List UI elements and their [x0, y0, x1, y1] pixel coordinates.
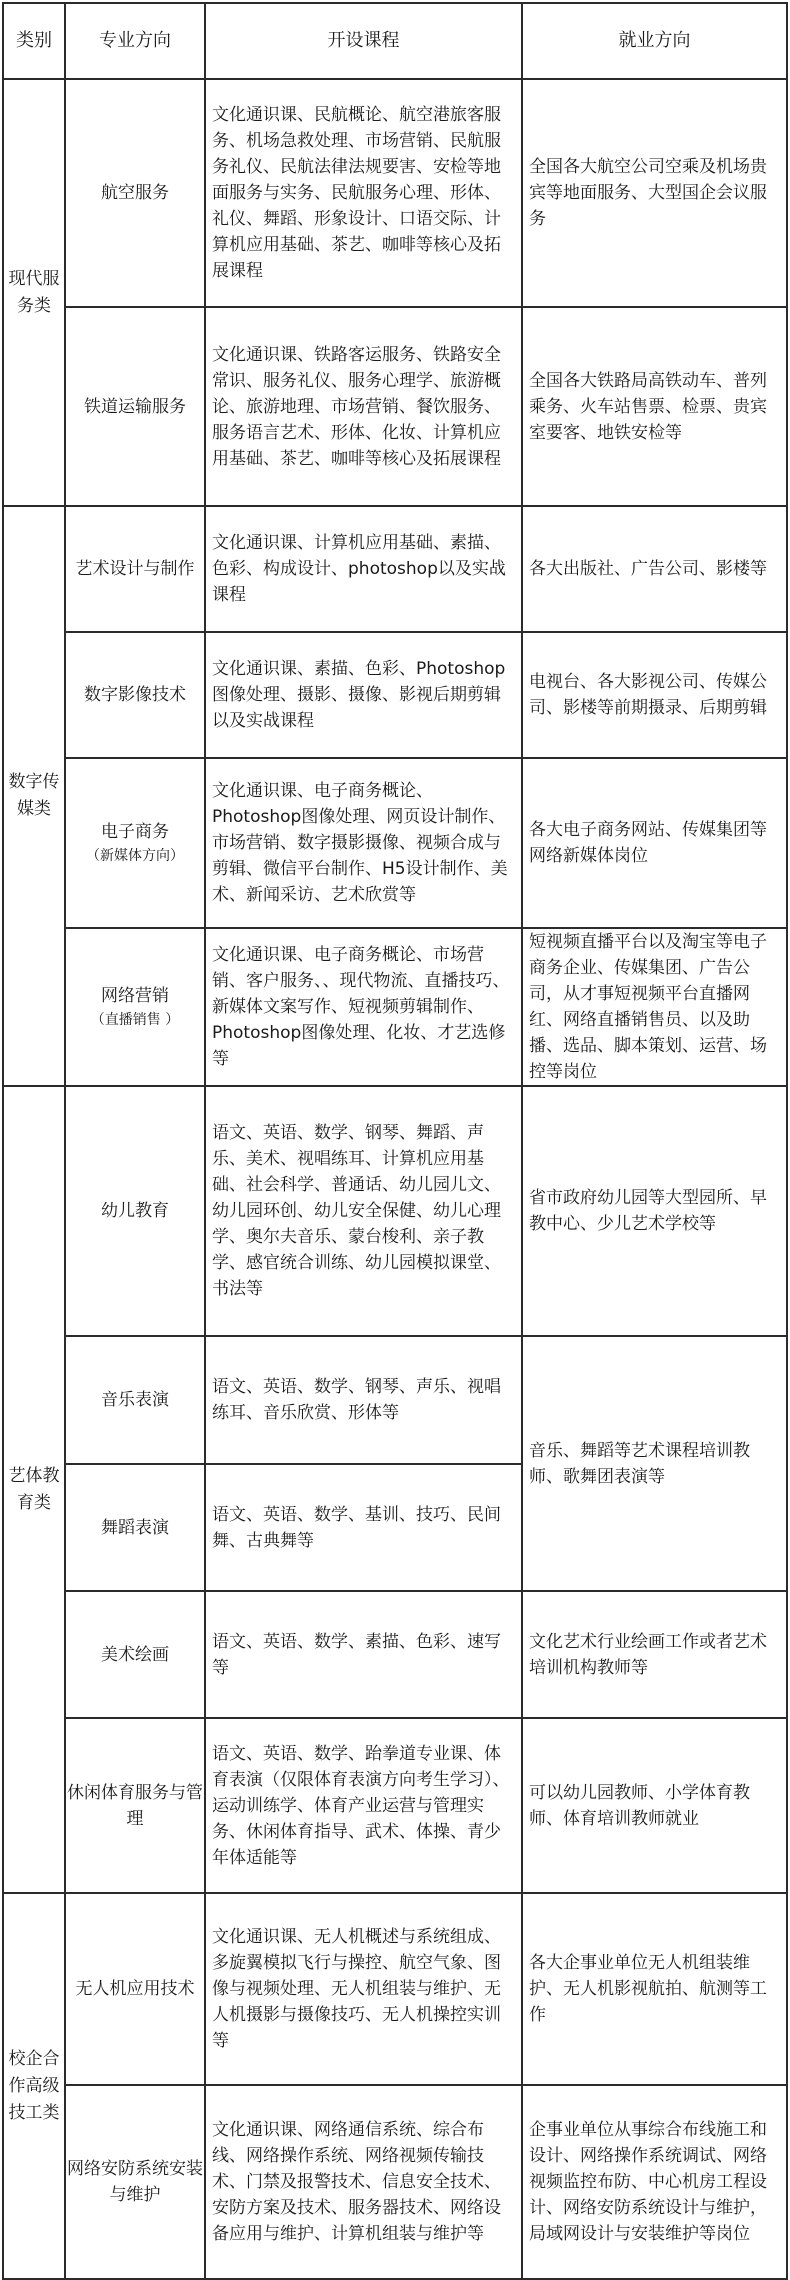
major-cell [65, 2085, 205, 2279]
courses-cell: 语文、英语、数学、钢琴、舞蹈、声乐、美术、视唱练耳、计算机应用基础、社会科学、普通话、幼儿园儿文、幼儿园环创、幼儿安全保健、幼儿心理学、奥尔夫音乐、蒙台梭利、亲子教学、感官统合训练、幼儿园模拟课堂、书法等 [205, 1086, 522, 1336]
major-label: 幼儿教育 [101, 1201, 169, 1221]
employment-cell: 各大企事业单位无人机组装维护、无人机影视航拍、航测等工作 [522, 1893, 787, 2085]
major-cell [65, 506, 205, 632]
table-row [3, 758, 787, 928]
category-cell [3, 506, 65, 1086]
category-label: 现代服务类 [8, 268, 60, 316]
major-label: 航空服务 [101, 183, 169, 203]
employment-cell: 音乐、舞蹈等艺术课程培训教师、歌舞团表演等 [522, 1336, 787, 1591]
major-sublabel: （直播销售 ） [90, 1012, 180, 1028]
employment-cell: 各大出版社、广告公司、影楼等 [522, 506, 787, 632]
employment-cell: 短视频直播平台以及淘宝等电子商务企业、传媒集团、广告公司，从才事短视频平台直播网红、网络直播销售员、以及助播、选品、脚本策划、运营、场控等岗位 [522, 928, 787, 1086]
courses-cell: 语文、英语、数学、跆拳道专业课、体育表演（仅限体育表演方向考生学习）、运动训练学、体育产业运营与管理实务、休闲体育指导、武术、体操、青少年体适能等 [205, 1718, 522, 1893]
category-cell [3, 1086, 65, 1893]
courses-cell: 文化通识课、电子商务概论、市场营销、客户服务、、现代物流、直播技巧、新媒体文案写作、短视频剪辑制作、Photoshop图像处理、化妆、才艺选修等 [205, 928, 522, 1086]
major-cell [65, 928, 205, 1086]
major-label: 艺术设计与制作 [75, 559, 195, 579]
major-label: 网络安防系统安装与维护 [67, 2159, 203, 2205]
table-row [3, 632, 787, 758]
employment-cell: 电视台、各大影视公司、传媒公司、影楼等前期摄录、后期剪辑 [522, 632, 787, 758]
table-row [3, 928, 787, 1086]
employment-cell: 全国各大航空公司空乘及机场贵宾等地面服务、大型国企会议服务 [522, 79, 787, 307]
employment-cell: 省市政府幼儿园等大型园所、早教中心、少儿艺术学校等 [522, 1086, 787, 1336]
major-label: 休闲体育服务与管理 [67, 1782, 203, 1829]
courses-cell: 文化通识课、电子商务概论、Photoshop图像处理、网页设计制作、市场营销、数字摄影摄像、视频合成与剪辑、微信平台制作、H5设计制作、美术、新闻采访、艺术欣赏等 [205, 758, 522, 928]
major-cell [65, 307, 205, 506]
header-category: 类别 [3, 3, 65, 79]
table-row [3, 1591, 787, 1718]
major-cell [65, 1591, 205, 1718]
major-cell [65, 1464, 205, 1591]
employment-cell: 全国各大铁路局高铁动车、普列乘务、火车站售票、检票、贵宾室要客、地铁安检等 [522, 307, 787, 506]
courses-cell: 语文、英语、数学、钢琴、声乐、视唱练耳、音乐欣赏、形体等 [205, 1336, 522, 1464]
employment-cell: 企事业单位从事综合布线施工和设计、网络操作系统调试、网络视频监控布防、中心机房工程设计、网络安防系统设计与维护，局域网设计与安装维护等岗位 [522, 2085, 787, 2279]
employment-cell: 各大电子商务网站、传媒集团等网络新媒体岗位 [522, 758, 787, 928]
employment-cell: 可以幼儿园教师、小学体育教师、体育培训教师就业 [522, 1718, 787, 1893]
major-cell [65, 758, 205, 928]
table-row [3, 1893, 787, 2085]
major-label: 音乐表演 [101, 1390, 169, 1410]
major-cell [65, 1086, 205, 1336]
major-label: 网络营销 [101, 986, 169, 1006]
curriculum-table [2, 2, 788, 2280]
major-label: 无人机应用技术 [75, 1979, 195, 1999]
table-row [3, 1718, 787, 1893]
table-row [3, 1086, 787, 1336]
header-courses: 开设课程 [205, 3, 522, 79]
table-row [3, 2085, 787, 2279]
header-major: 专业方向 [65, 3, 205, 79]
courses-cell: 语文、英语、数学、素描、色彩、速写等 [205, 1591, 522, 1718]
employment-cell: 文化艺术行业绘画工作或者艺术培训机构教师等 [522, 1591, 787, 1718]
table-row [3, 1336, 787, 1464]
category-label: 校企合作高级技工类 [8, 2048, 60, 2123]
header-row [3, 3, 787, 79]
courses-cell: 文化通识课、计算机应用基础、素描、色彩、构成设计、photoshop以及实战课程 [205, 506, 522, 632]
courses-cell: 语文、英语、数学、基训、技巧、民间舞、古典舞等 [205, 1464, 522, 1591]
category-label: 艺体教育类 [8, 1465, 60, 1513]
major-cell [65, 1893, 205, 2085]
category-cell [3, 79, 65, 506]
courses-cell: 文化通识课、无人机概述与系统组成、多旋翼模拟飞行与操控、航空气象、图像与视频处理、无人机组装与维护、无人机摄影与摄像技巧、无人机操控实训等 [205, 1893, 522, 2085]
major-label: 电子商务 [101, 822, 169, 842]
table-row [3, 506, 787, 632]
major-cell [65, 79, 205, 307]
courses-cell: 文化通识课、网络通信系统、综合布线、网络操作系统、网络视频传输技术、门禁及报警技术、信息安全技术、安防方案及技术、服务器技术、网络设备应用与维护、计算机组装与维护等 [205, 2085, 522, 2279]
major-sublabel: （新媒体方向） [86, 848, 184, 864]
major-cell [65, 1336, 205, 1464]
courses-cell: 文化通识课、民航概论、航空港旅客服务、机场急救处理、市场营销、民航服务礼仪、民航法律法规要害、安检等地面服务与实务、民航服务心理、形体、礼仪、舞蹈、形象设计、口语交际、计算机应用基础、茶艺、咖啡等核心及拓展课程 [205, 79, 522, 307]
courses-cell: 文化通识课、素描、色彩、Photoshop图像处理、摄影、摄像、影视后期剪辑以及实战课程 [205, 632, 522, 758]
courses-cell: 文化通识课、铁路客运服务、铁路安全常识、服务礼仪、服务心理学、旅游概论、旅游地理、市场营销、餐饮服务、服务语言艺术、形体、化妆、计算机应用基础、茶艺、咖啡等核心及拓展课程 [205, 307, 522, 506]
header-employment: 就业方向 [522, 3, 787, 79]
table-row [3, 79, 787, 307]
major-cell [65, 1718, 205, 1893]
category-cell [3, 1893, 65, 2279]
major-label: 美术绘画 [101, 1644, 169, 1665]
table-row [3, 307, 787, 506]
major-cell [65, 632, 205, 758]
major-label: 铁道运输服务 [84, 396, 186, 417]
major-label: 舞蹈表演 [101, 1517, 169, 1538]
category-label: 数字传媒类 [8, 772, 60, 819]
major-label: 数字影像技术 [84, 685, 186, 705]
